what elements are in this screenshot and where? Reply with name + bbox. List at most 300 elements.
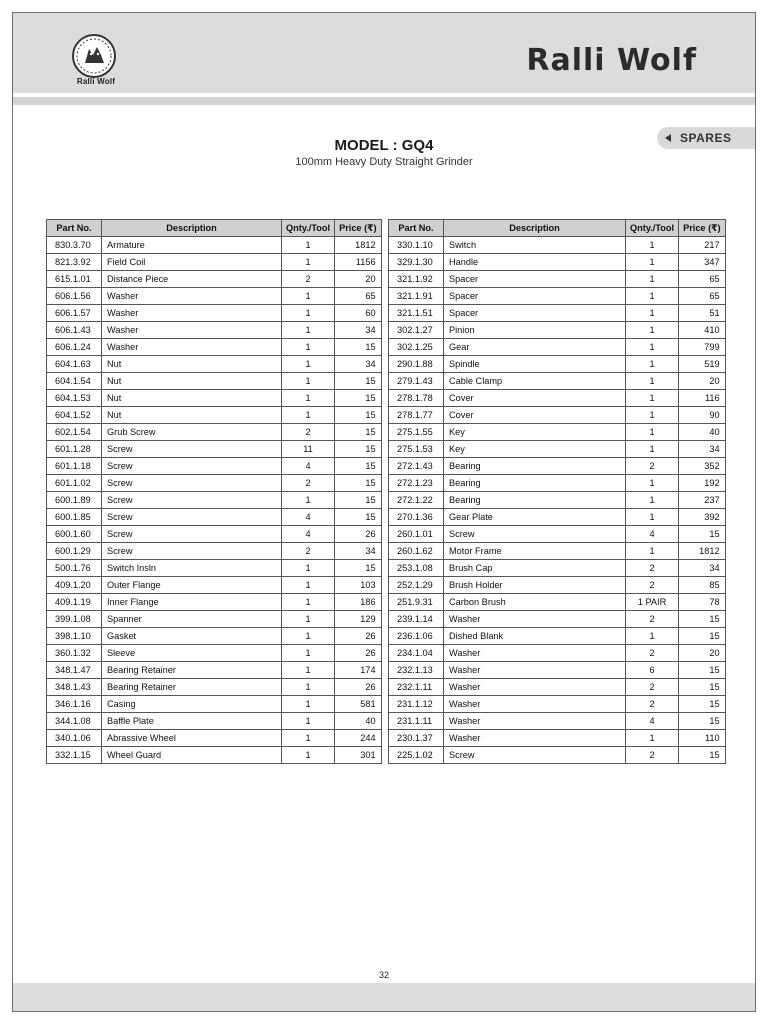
quantity-cell: 1 bbox=[282, 713, 335, 730]
description-cell: Nut bbox=[102, 390, 282, 407]
table-row bbox=[47, 509, 382, 526]
quantity-cell: 2 bbox=[626, 577, 679, 594]
part-number-cell: 606.1.57 bbox=[47, 305, 102, 322]
price-cell: 392 bbox=[679, 509, 726, 526]
description-cell: Cover bbox=[444, 407, 626, 424]
part-number-cell: 601.1.28 bbox=[47, 441, 102, 458]
table-row bbox=[389, 237, 726, 254]
part-number-cell: 225.1.02 bbox=[389, 747, 444, 764]
table-row bbox=[389, 424, 726, 441]
description-cell: Washer bbox=[102, 305, 282, 322]
part-number-cell: 604.1.63 bbox=[47, 356, 102, 373]
quantity-cell: 4 bbox=[282, 458, 335, 475]
price-cell: 20 bbox=[335, 271, 382, 288]
description-cell: Cable Clamp bbox=[444, 373, 626, 390]
description-cell: Screw bbox=[102, 492, 282, 509]
part-number-cell: 615.1.01 bbox=[47, 271, 102, 288]
table-row bbox=[47, 237, 382, 254]
part-number-cell: 321.1.91 bbox=[389, 288, 444, 305]
parts-table-left bbox=[46, 219, 382, 764]
price-cell: 34 bbox=[335, 543, 382, 560]
quantity-cell: 1 bbox=[626, 407, 679, 424]
description-cell: Spanner bbox=[102, 611, 282, 628]
description-cell: Washer bbox=[444, 679, 626, 696]
description-cell: Gear bbox=[444, 339, 626, 356]
description-cell: Abrassive Wheel bbox=[102, 730, 282, 747]
header-divider bbox=[13, 97, 755, 105]
part-number-cell: 252.1.29 bbox=[389, 577, 444, 594]
header-description: Description bbox=[444, 220, 626, 237]
table-row bbox=[389, 713, 726, 730]
price-cell: 40 bbox=[335, 713, 382, 730]
part-number-cell: 398.1.10 bbox=[47, 628, 102, 645]
part-number-cell: 830.3.70 bbox=[47, 237, 102, 254]
part-number-cell: 606.1.56 bbox=[47, 288, 102, 305]
quantity-cell: 1 bbox=[282, 679, 335, 696]
quantity-cell: 1 bbox=[626, 543, 679, 560]
quantity-cell: 4 bbox=[626, 713, 679, 730]
footer-band bbox=[13, 983, 755, 1011]
price-cell: 15 bbox=[679, 679, 726, 696]
quantity-cell: 2 bbox=[282, 543, 335, 560]
part-number-cell: 278.1.78 bbox=[389, 390, 444, 407]
table-row bbox=[47, 373, 382, 390]
price-cell: 581 bbox=[335, 696, 382, 713]
price-cell: 15 bbox=[679, 611, 726, 628]
table-row bbox=[389, 543, 726, 560]
table-row bbox=[47, 288, 382, 305]
description-cell: Bearing bbox=[444, 492, 626, 509]
description-cell: Bearing Retainer bbox=[102, 662, 282, 679]
part-number-cell: 606.1.24 bbox=[47, 339, 102, 356]
part-number-cell: 604.1.54 bbox=[47, 373, 102, 390]
quantity-cell: 4 bbox=[626, 526, 679, 543]
table-row bbox=[389, 628, 726, 645]
table-row bbox=[389, 339, 726, 356]
table-row bbox=[389, 645, 726, 662]
part-number-cell: 344.1.08 bbox=[47, 713, 102, 730]
part-number-cell: 348.1.43 bbox=[47, 679, 102, 696]
table-row bbox=[47, 492, 382, 509]
table-row bbox=[47, 560, 382, 577]
table-row bbox=[47, 390, 382, 407]
table-row bbox=[389, 730, 726, 747]
table-row bbox=[389, 407, 726, 424]
table-row bbox=[389, 373, 726, 390]
table-header-row bbox=[47, 220, 382, 237]
description-cell: Screw bbox=[102, 475, 282, 492]
table-row bbox=[47, 747, 382, 764]
table-row bbox=[47, 577, 382, 594]
table-row bbox=[389, 594, 726, 611]
price-cell: 1156 bbox=[335, 254, 382, 271]
logo-caption: Ralli Wolf bbox=[76, 77, 116, 86]
description-cell: Nut bbox=[102, 356, 282, 373]
part-number-cell: 360.1.32 bbox=[47, 645, 102, 662]
header-part-no: Part No. bbox=[389, 220, 444, 237]
price-cell: 301 bbox=[335, 747, 382, 764]
description-cell: Washer bbox=[444, 645, 626, 662]
quantity-cell: 1 bbox=[282, 339, 335, 356]
description-cell: Sleeve bbox=[102, 645, 282, 662]
description-cell: Washer bbox=[444, 611, 626, 628]
table-row bbox=[47, 339, 382, 356]
header-qty: Qnty./Tool bbox=[626, 220, 679, 237]
part-number-cell: 272.1.23 bbox=[389, 475, 444, 492]
price-cell: 34 bbox=[335, 356, 382, 373]
price-cell: 15 bbox=[335, 458, 382, 475]
description-cell: Key bbox=[444, 441, 626, 458]
table-row bbox=[389, 526, 726, 543]
spares-tab-label: SPARES bbox=[680, 131, 732, 145]
table-row bbox=[47, 543, 382, 560]
description-cell: Washer bbox=[444, 696, 626, 713]
part-number-cell: 279.1.43 bbox=[389, 373, 444, 390]
part-number-cell: 231.1.11 bbox=[389, 713, 444, 730]
part-number-cell: 290.1.88 bbox=[389, 356, 444, 373]
part-number-cell: 409.1.19 bbox=[47, 594, 102, 611]
quantity-cell: 2 bbox=[626, 611, 679, 628]
price-cell: 110 bbox=[679, 730, 726, 747]
price-cell: 15 bbox=[335, 424, 382, 441]
part-number-cell: 604.1.52 bbox=[47, 407, 102, 424]
part-number-cell: 232.1.13 bbox=[389, 662, 444, 679]
table-row bbox=[47, 254, 382, 271]
table-row bbox=[389, 679, 726, 696]
price-cell: 186 bbox=[335, 594, 382, 611]
part-number-cell: 302.1.25 bbox=[389, 339, 444, 356]
table-row bbox=[47, 322, 382, 339]
description-cell: Outer Flange bbox=[102, 577, 282, 594]
price-cell: 15 bbox=[335, 475, 382, 492]
description-cell: Casing bbox=[102, 696, 282, 713]
part-number-cell: 500.1.76 bbox=[47, 560, 102, 577]
description-cell: Gear Plate bbox=[444, 509, 626, 526]
description-cell: Nut bbox=[102, 407, 282, 424]
price-cell: 34 bbox=[335, 322, 382, 339]
price-cell: 15 bbox=[679, 747, 726, 764]
quantity-cell: 1 bbox=[282, 696, 335, 713]
table-row bbox=[47, 645, 382, 662]
description-cell: Washer bbox=[102, 288, 282, 305]
part-number-cell: 251.9.31 bbox=[389, 594, 444, 611]
part-number-cell: 821.3.92 bbox=[47, 254, 102, 271]
wolf-emblem-logo bbox=[71, 33, 117, 79]
description-cell: Washer bbox=[444, 662, 626, 679]
price-cell: 129 bbox=[335, 611, 382, 628]
price-cell: 519 bbox=[679, 356, 726, 373]
description-cell: Brush Cap bbox=[444, 560, 626, 577]
quantity-cell: 1 bbox=[282, 730, 335, 747]
table-row bbox=[47, 594, 382, 611]
table-row bbox=[389, 560, 726, 577]
price-cell: 15 bbox=[679, 662, 726, 679]
description-cell: Wheel Guard bbox=[102, 747, 282, 764]
table-row bbox=[47, 407, 382, 424]
part-number-cell: 346.1.16 bbox=[47, 696, 102, 713]
part-number-cell: 601.1.18 bbox=[47, 458, 102, 475]
part-number-cell: 399.1.08 bbox=[47, 611, 102, 628]
price-cell: 237 bbox=[679, 492, 726, 509]
quantity-cell: 1 bbox=[282, 322, 335, 339]
price-cell: 410 bbox=[679, 322, 726, 339]
part-number-cell: 330.1.10 bbox=[389, 237, 444, 254]
description-cell: Motor Frame bbox=[444, 543, 626, 560]
quantity-cell: 2 bbox=[626, 645, 679, 662]
header-qty: Qnty./Tool bbox=[282, 220, 335, 237]
description-cell: Screw bbox=[444, 747, 626, 764]
price-cell: 15 bbox=[335, 390, 382, 407]
description-cell: Baffle Plate bbox=[102, 713, 282, 730]
quantity-cell: 2 bbox=[626, 747, 679, 764]
quantity-cell: 2 bbox=[282, 271, 335, 288]
description-cell: Washer bbox=[102, 322, 282, 339]
price-cell: 78 bbox=[679, 594, 726, 611]
quantity-cell: 4 bbox=[282, 526, 335, 543]
table-row bbox=[47, 475, 382, 492]
description-cell: Gasket bbox=[102, 628, 282, 645]
price-cell: 1812 bbox=[335, 237, 382, 254]
quantity-cell: 1 bbox=[282, 747, 335, 764]
part-number-cell: 409.1.20 bbox=[47, 577, 102, 594]
quantity-cell: 2 bbox=[282, 424, 335, 441]
part-number-cell: 232.1.11 bbox=[389, 679, 444, 696]
table-row bbox=[47, 628, 382, 645]
table-header-row bbox=[389, 220, 726, 237]
description-cell: Pinion bbox=[444, 322, 626, 339]
description-cell: Nut bbox=[102, 373, 282, 390]
price-cell: 192 bbox=[679, 475, 726, 492]
quantity-cell: 1 PAIR bbox=[626, 594, 679, 611]
table-row bbox=[389, 271, 726, 288]
table-row bbox=[47, 730, 382, 747]
description-cell: Carbon Brush bbox=[444, 594, 626, 611]
quantity-cell: 1 bbox=[282, 560, 335, 577]
parts-table-right bbox=[388, 219, 726, 764]
quantity-cell: 1 bbox=[626, 509, 679, 526]
price-cell: 15 bbox=[335, 509, 382, 526]
header-price: Price (₹) bbox=[335, 220, 382, 237]
description-cell: Screw bbox=[102, 441, 282, 458]
quantity-cell: 1 bbox=[282, 254, 335, 271]
price-cell: 15 bbox=[679, 713, 726, 730]
description-cell: Bearing bbox=[444, 458, 626, 475]
table-row bbox=[47, 526, 382, 543]
price-cell: 26 bbox=[335, 628, 382, 645]
part-number-cell: 253.1.08 bbox=[389, 560, 444, 577]
table-row bbox=[389, 458, 726, 475]
table-row bbox=[47, 441, 382, 458]
part-number-cell: 340.1.06 bbox=[47, 730, 102, 747]
table-row bbox=[47, 696, 382, 713]
price-cell: 65 bbox=[679, 288, 726, 305]
price-cell: 15 bbox=[335, 492, 382, 509]
table-row bbox=[47, 424, 382, 441]
description-cell: Spacer bbox=[444, 305, 626, 322]
part-number-cell: 600.1.29 bbox=[47, 543, 102, 560]
price-cell: 15 bbox=[335, 560, 382, 577]
quantity-cell: 2 bbox=[626, 560, 679, 577]
quantity-cell: 1 bbox=[282, 645, 335, 662]
part-number-cell: 272.1.43 bbox=[389, 458, 444, 475]
quantity-cell: 1 bbox=[626, 628, 679, 645]
quantity-cell: 1 bbox=[282, 611, 335, 628]
quantity-cell: 11 bbox=[282, 441, 335, 458]
table-row bbox=[389, 322, 726, 339]
price-cell: 40 bbox=[679, 424, 726, 441]
table-row bbox=[47, 305, 382, 322]
quantity-cell: 1 bbox=[626, 373, 679, 390]
quantity-cell: 1 bbox=[626, 424, 679, 441]
brand-wordmark: Ralli Wolf bbox=[526, 43, 697, 78]
part-number-cell: 600.1.60 bbox=[47, 526, 102, 543]
quantity-cell: 1 bbox=[626, 475, 679, 492]
table-row bbox=[389, 577, 726, 594]
quantity-cell: 6 bbox=[626, 662, 679, 679]
part-number-cell: 321.1.51 bbox=[389, 305, 444, 322]
quantity-cell: 2 bbox=[626, 679, 679, 696]
table-row bbox=[47, 458, 382, 475]
part-number-cell: 600.1.85 bbox=[47, 509, 102, 526]
part-number-cell: 600.1.89 bbox=[47, 492, 102, 509]
table-row bbox=[389, 747, 726, 764]
description-cell: Screw bbox=[444, 526, 626, 543]
table-row bbox=[389, 390, 726, 407]
table-row bbox=[389, 254, 726, 271]
quantity-cell: 1 bbox=[282, 356, 335, 373]
description-cell: Handle bbox=[444, 254, 626, 271]
table-row bbox=[389, 611, 726, 628]
description-cell: Screw bbox=[102, 543, 282, 560]
description-cell: Bearing Retainer bbox=[102, 679, 282, 696]
price-cell: 116 bbox=[679, 390, 726, 407]
part-number-cell: 329.1.30 bbox=[389, 254, 444, 271]
part-number-cell: 272.1.22 bbox=[389, 492, 444, 509]
price-cell: 15 bbox=[335, 373, 382, 390]
quantity-cell: 1 bbox=[282, 662, 335, 679]
quantity-cell: 2 bbox=[626, 696, 679, 713]
part-number-cell: 236.1.06 bbox=[389, 628, 444, 645]
part-number-cell: 321.1.92 bbox=[389, 271, 444, 288]
price-cell: 85 bbox=[679, 577, 726, 594]
table-row bbox=[47, 271, 382, 288]
table-row bbox=[47, 679, 382, 696]
quantity-cell: 1 bbox=[626, 730, 679, 747]
price-cell: 15 bbox=[679, 628, 726, 645]
description-cell: Spindle bbox=[444, 356, 626, 373]
price-cell: 103 bbox=[335, 577, 382, 594]
quantity-cell: 1 bbox=[282, 594, 335, 611]
quantity-cell: 2 bbox=[282, 475, 335, 492]
model-subtitle: 100mm Heavy Duty Straight Grinder bbox=[295, 156, 473, 168]
part-number-cell: 239.1.14 bbox=[389, 611, 444, 628]
price-cell: 65 bbox=[679, 271, 726, 288]
description-cell: Switch Insln bbox=[102, 560, 282, 577]
quantity-cell: 1 bbox=[626, 288, 679, 305]
quantity-cell: 1 bbox=[626, 390, 679, 407]
part-number-cell: 230.1.37 bbox=[389, 730, 444, 747]
price-cell: 1812 bbox=[679, 543, 726, 560]
table-row bbox=[389, 662, 726, 679]
description-cell: Field Coil bbox=[102, 254, 282, 271]
table-row bbox=[389, 492, 726, 509]
description-cell: Grub Screw bbox=[102, 424, 282, 441]
table-row bbox=[47, 356, 382, 373]
price-cell: 65 bbox=[335, 288, 382, 305]
price-cell: 15 bbox=[679, 696, 726, 713]
description-cell: Armature bbox=[102, 237, 282, 254]
table-row bbox=[389, 475, 726, 492]
price-cell: 15 bbox=[335, 407, 382, 424]
description-cell: Inner Flange bbox=[102, 594, 282, 611]
description-cell: Screw bbox=[102, 458, 282, 475]
quantity-cell: 1 bbox=[626, 492, 679, 509]
price-cell: 20 bbox=[679, 645, 726, 662]
part-number-cell: 260.1.01 bbox=[389, 526, 444, 543]
part-number-cell: 234.1.04 bbox=[389, 645, 444, 662]
quantity-cell: 1 bbox=[626, 271, 679, 288]
description-cell: Brush Holder bbox=[444, 577, 626, 594]
description-cell: Spacer bbox=[444, 288, 626, 305]
price-cell: 799 bbox=[679, 339, 726, 356]
price-cell: 26 bbox=[335, 526, 382, 543]
part-number-cell: 604.1.53 bbox=[47, 390, 102, 407]
description-cell: Dished Blank bbox=[444, 628, 626, 645]
part-number-cell: 275.1.55 bbox=[389, 424, 444, 441]
description-cell: Bearing bbox=[444, 475, 626, 492]
table-row bbox=[389, 509, 726, 526]
part-number-cell: 348.1.47 bbox=[47, 662, 102, 679]
quantity-cell: 1 bbox=[626, 322, 679, 339]
header-part-no: Part No. bbox=[47, 220, 102, 237]
description-cell: Spacer bbox=[444, 271, 626, 288]
description-cell: Switch bbox=[444, 237, 626, 254]
quantity-cell: 1 bbox=[626, 237, 679, 254]
part-number-cell: 231.1.12 bbox=[389, 696, 444, 713]
description-cell: Cover bbox=[444, 390, 626, 407]
part-number-cell: 332.1.15 bbox=[47, 747, 102, 764]
price-cell: 26 bbox=[335, 645, 382, 662]
table-row bbox=[47, 611, 382, 628]
price-cell: 352 bbox=[679, 458, 726, 475]
description-cell: Washer bbox=[444, 730, 626, 747]
model-title: MODEL : GQ4 bbox=[334, 137, 434, 154]
table-row bbox=[389, 696, 726, 713]
table-row bbox=[389, 441, 726, 458]
part-number-cell: 278.1.77 bbox=[389, 407, 444, 424]
price-cell: 15 bbox=[335, 339, 382, 356]
quantity-cell: 1 bbox=[626, 254, 679, 271]
quantity-cell: 1 bbox=[282, 390, 335, 407]
price-cell: 26 bbox=[335, 679, 382, 696]
quantity-cell: 1 bbox=[282, 492, 335, 509]
quantity-cell: 1 bbox=[282, 373, 335, 390]
table-row bbox=[389, 305, 726, 322]
price-cell: 15 bbox=[335, 441, 382, 458]
description-cell: Washer bbox=[102, 339, 282, 356]
part-number-cell: 606.1.43 bbox=[47, 322, 102, 339]
quantity-cell: 4 bbox=[282, 509, 335, 526]
quantity-cell: 1 bbox=[282, 407, 335, 424]
catalog-page bbox=[12, 12, 756, 1012]
price-cell: 60 bbox=[335, 305, 382, 322]
table-row bbox=[389, 288, 726, 305]
description-cell: Key bbox=[444, 424, 626, 441]
price-cell: 244 bbox=[335, 730, 382, 747]
quantity-cell: 1 bbox=[626, 339, 679, 356]
price-cell: 34 bbox=[679, 441, 726, 458]
quantity-cell: 1 bbox=[282, 628, 335, 645]
